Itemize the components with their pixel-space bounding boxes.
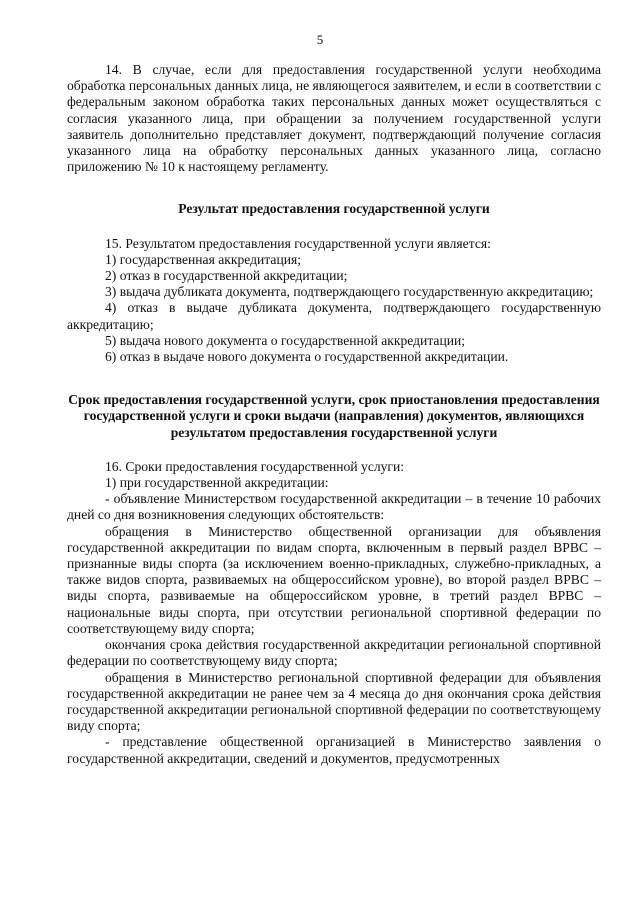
- paragraph-16-item: обращения в Министерство региональной спортивной федерации для объявления государственной аккредитации не ранее чем за 4 месяца до дня окончания срока действия государственной аккредитации региональной спортивной федерации по соответствующему виду спорта;: [67, 669, 601, 734]
- list-item: 3) выдача дубликата документа, подтверждающего государственную аккредитацию;: [105, 284, 594, 300]
- paragraph-16-item: - объявление Министерством государственной аккредитации – в течение 10 рабочих дней со дня возникновения следующих обстоятельств:: [67, 491, 601, 523]
- paragraph-15-intro: 15. Результатом предоставления государственной услуги является:: [105, 235, 491, 251]
- page-number: 5: [316, 32, 324, 47]
- list-item: 5) выдача нового документа о государственной аккредитации;: [105, 332, 466, 348]
- paragraph-16-item: окончания срока действия государственной аккредитации региональной спортивной федерации по соответствующему виду спорта;: [67, 637, 601, 669]
- document-body: [67, 62, 601, 767]
- heading-result: Результат предоставления государственной услуги: [178, 201, 490, 217]
- list-item: 2) отказ в государственной аккредитации;: [105, 268, 348, 284]
- paragraph-16-item: 1) при государственной аккредитации:: [105, 475, 329, 491]
- heading-terms: Срок предоставления государственной услуги, срок приостановления предоставления государственной услуги и сроки выдачи (направления) документов, являющихся результатом предоставления государственной услуги: [68, 392, 600, 440]
- paragraph-16-item: обращения в Министерство общественной организации для объявления государственной аккредитации по видам спорта, включенным в первый раздел ВРВС – признанные виды спорта (за исключением военно-прикладных, служебно-прикладных, а также видов спорта, развиваемых на общероссийском уровне), во второй раздел ВРВС – виды спорта, развиваемые на общероссийском уровне, в третий раздел ВРВС – национальные виды спорта, при отсутствии региональной спортивной федерации по соответствующему виду спорта;: [67, 523, 601, 636]
- paragraph-14: 14. В случае, если для предоставления государственной услуги необходима обработка персональных данных лица, не являющегося заявителем, и если в соответствии с федеральным законом обработка таких персональных данных может осуществляться с согласия указанного лица, при обращении за получением государственной услуги заявитель дополнительно представляет документ, подтверждающий получение согласия указанного лица на обработку персональных данных указанного лица, согласно приложению № 10 к настоящему регламенту.: [67, 62, 601, 175]
- list-item: 1) государственная аккредитация;: [105, 251, 302, 267]
- paragraph-16-intro: 16. Сроки предоставления государственной услуги:: [105, 458, 405, 474]
- list-item: 6) отказ в выдаче нового документа о государственной аккредитации.: [105, 349, 509, 365]
- list-item: 4) отказ в выдаче дубликата документа, подтверждающего государственную аккредитацию;: [67, 300, 601, 332]
- paragraph-16-item: - представление общественной организацией в Министерство заявления о государственной аккредитации, сведений и документов, предусмотренных: [67, 734, 601, 766]
